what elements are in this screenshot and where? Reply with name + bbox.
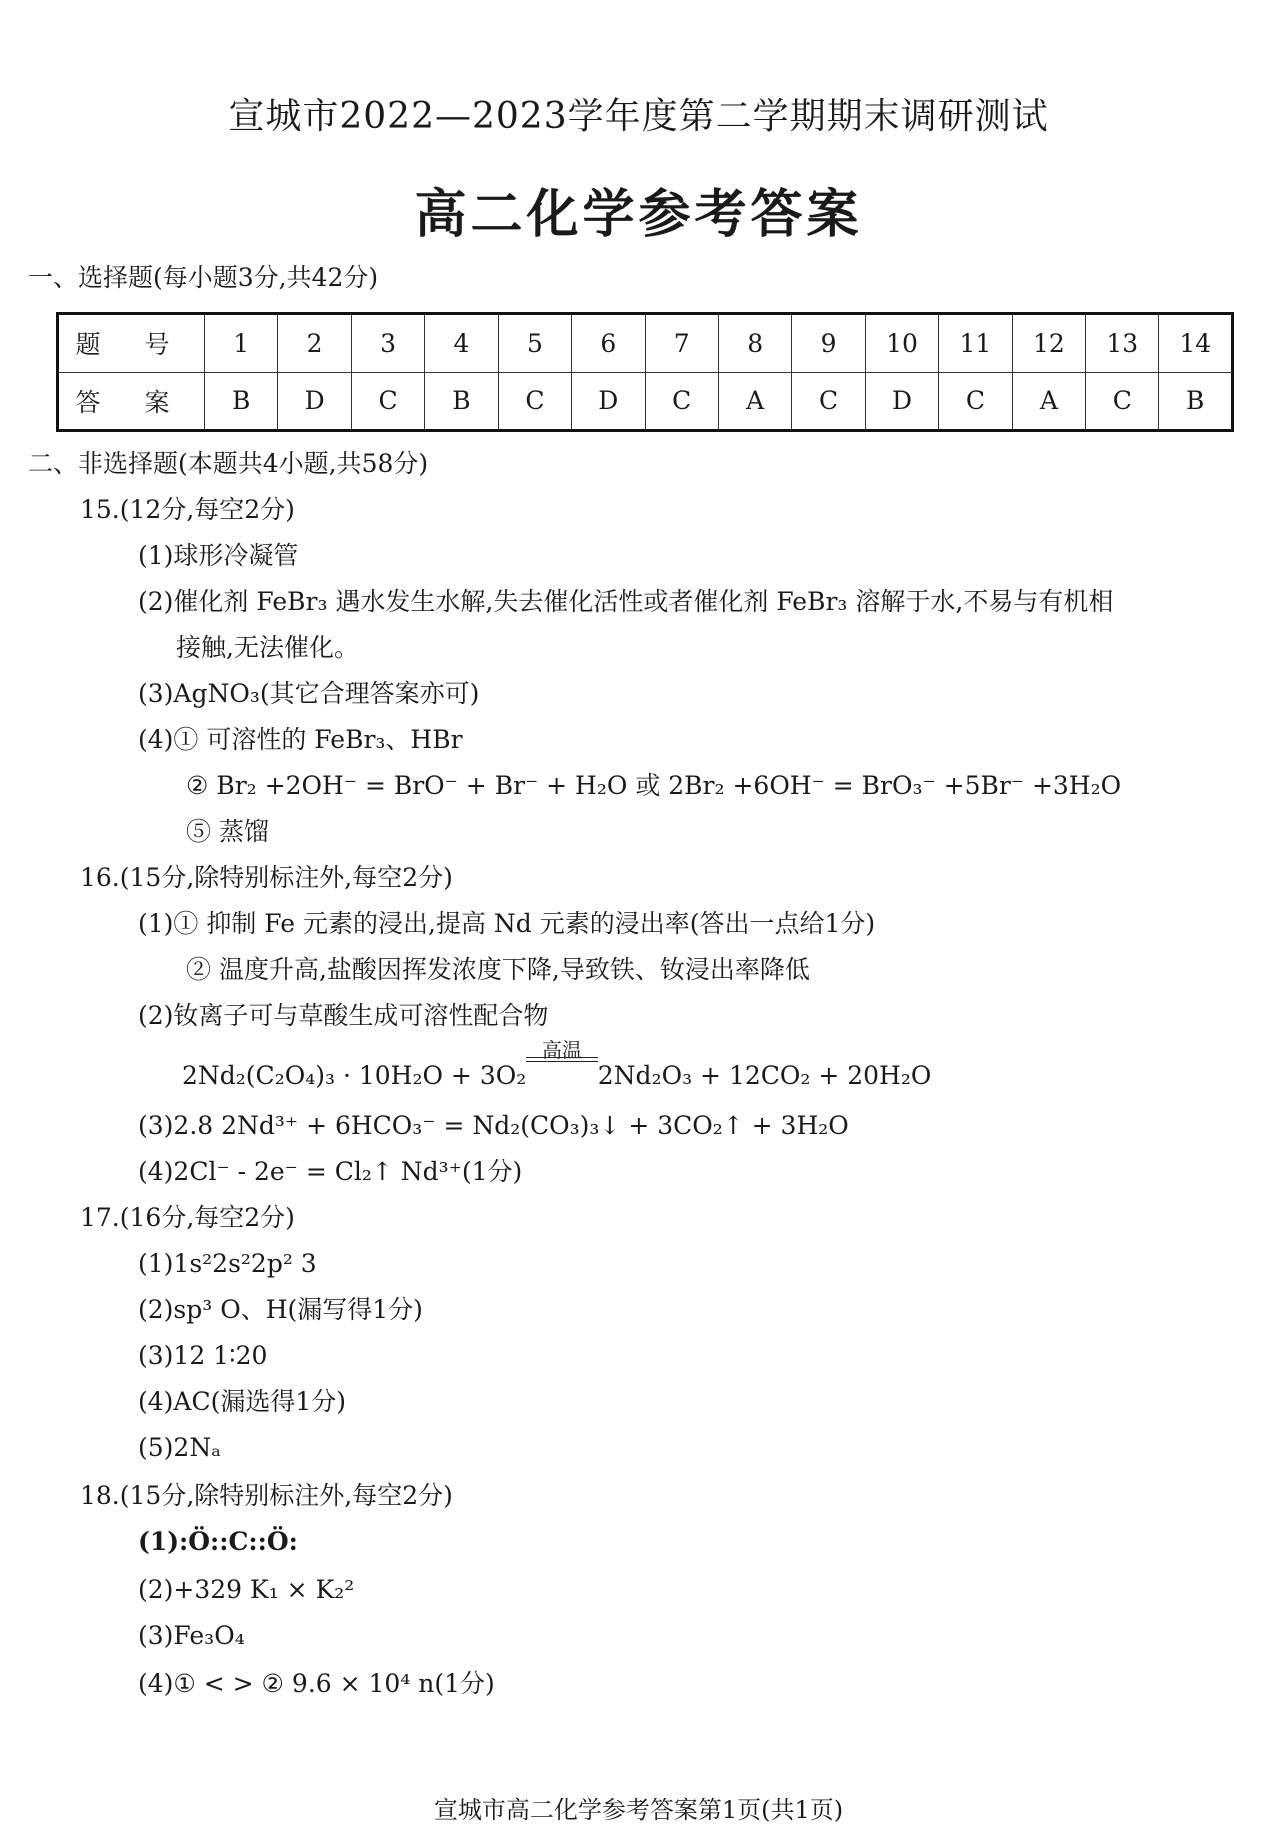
row-label-numbers: 题 号	[58, 314, 205, 373]
table-cell: A	[718, 372, 791, 431]
table-row-numbers	[58, 314, 1233, 373]
q18-answer-1: (1):Ö::C::Ö:	[138, 1527, 298, 1556]
table-cell: 1	[205, 314, 278, 373]
table-cell: 2	[278, 314, 351, 373]
table-cell: 13	[1086, 314, 1159, 373]
table-cell: C	[1086, 372, 1159, 431]
page-footer: 宣城市高二化学参考答案第1页(共1页)	[433, 1796, 844, 1824]
table-cell: C	[939, 372, 1012, 431]
table-cell: D	[278, 372, 351, 431]
q16-equation	[182, 1038, 932, 1092]
equation-condition: 高温	[542, 1038, 583, 1062]
table-cell: C	[498, 372, 571, 431]
table-cell: 4	[425, 314, 498, 373]
section2-heading: 二、非选择题(本题共4小题,共58分)	[28, 449, 429, 478]
table-cell: D	[865, 372, 938, 431]
q17-answer-5: (5)2Nₐ	[138, 1433, 221, 1462]
q16-answer-2: (2)钕离子可与草酸生成可溶性配合物	[138, 1001, 549, 1030]
equation-right: 2Nd₂O₃ + 12CO₂ + 20H₂O	[597, 1061, 932, 1090]
table-cell: D	[572, 372, 645, 431]
table-cell: A	[1012, 372, 1085, 431]
equation-arrow	[526, 1038, 598, 1092]
table-row-answers	[58, 372, 1233, 431]
q16-answer-4: (4)2Cl⁻ - 2e⁻ = Cl₂↑ Nd³⁺(1分)	[138, 1157, 523, 1186]
table-cell: 3	[351, 314, 424, 373]
q18-answer-4: (4)① < > ② 9.6 × 10⁴ n(1分)	[138, 1669, 495, 1698]
row-label-answers: 答 案	[58, 372, 205, 431]
table-cell: B	[425, 372, 498, 431]
table-cell: 5	[498, 314, 571, 373]
table-cell: 7	[645, 314, 718, 373]
q16-answer-3: (3)2.8 2Nd³⁺ + 6HCO₃⁻ = Nd₂(CO₃)₃↓ + 3CO₂↑ + 3H₂O	[138, 1111, 849, 1140]
q15-answer-1: (1)球形冷凝管	[138, 541, 299, 570]
table-cell: B	[1159, 372, 1233, 431]
q16-answer-1-2: ② 温度升高,盐酸因挥发浓度下降,导致铁、钕浸出率降低	[186, 955, 810, 984]
q15-answer-2-line1: (2)催化剂 FeBr₃ 遇水发生水解,失去催化活性或者催化剂 FeBr₃ 溶解于水,不易与有机相	[138, 587, 1114, 616]
table-cell: C	[351, 372, 424, 431]
section1-heading: 一、选择题(每小题3分,共42分)	[28, 263, 379, 292]
q17-answer-1: (1)1s²2s²2p² 3	[138, 1249, 317, 1278]
q15-title: 15.(12分,每空2分)	[80, 495, 295, 524]
q18-answer-2: (2)+329 K₁ × K₂²	[138, 1575, 355, 1604]
table-cell: C	[645, 372, 718, 431]
q15-answer-4-1: (4)① 可溶性的 FeBr₃、HBr	[138, 725, 463, 754]
q17-answer-3: (3)12 1∶20	[138, 1341, 268, 1370]
table-cell: 12	[1012, 314, 1085, 373]
answer-table	[56, 312, 1234, 432]
q15-answer-4-2: ② Br₂ +2OH⁻ = BrO⁻ + Br⁻ + H₂O 或 2Br₂ +6OH⁻ = BrO₃⁻ +5Br⁻ +3H₂O	[186, 771, 1122, 800]
table-cell: 10	[865, 314, 938, 373]
table-cell: 9	[792, 314, 865, 373]
q17-answer-4: (4)AC(漏选得1分)	[138, 1387, 347, 1416]
table-cell: 11	[939, 314, 1012, 373]
table-cell: B	[205, 372, 278, 431]
q18-title: 18.(15分,除特别标注外,每空2分)	[80, 1481, 453, 1510]
document-subtitle: 高二化学参考答案	[414, 184, 863, 245]
table-cell: C	[792, 372, 865, 431]
q15-answer-3: (3)AgNO₃(其它合理答案亦可)	[138, 679, 480, 708]
equation-left: 2Nd₂(C₂O₄)₃ · 10H₂O + 3O₂	[182, 1061, 527, 1090]
table-cell: 8	[718, 314, 791, 373]
q17-title: 17.(16分,每空2分)	[80, 1203, 295, 1232]
document-title: 宣城市2022—2023学年度第二学期期末调研测试	[228, 96, 1049, 137]
table-cell: 6	[572, 314, 645, 373]
q16-answer-1-1: (1)① 抑制 Fe 元素的浸出,提高 Nd 元素的浸出率(答出一点给1分)	[138, 909, 876, 938]
q17-answer-2: (2)sp³ O、H(漏写得1分)	[138, 1295, 423, 1324]
table-cell: 14	[1159, 314, 1233, 373]
q15-answer-4-3: ⑤ 蒸馏	[186, 817, 269, 846]
q15-answer-2-line2: 接触,无法催化。	[176, 633, 359, 662]
q16-title: 16.(15分,除特别标注外,每空2分)	[80, 863, 453, 892]
q18-answer-3: (3)Fe₃O₄	[138, 1621, 245, 1650]
